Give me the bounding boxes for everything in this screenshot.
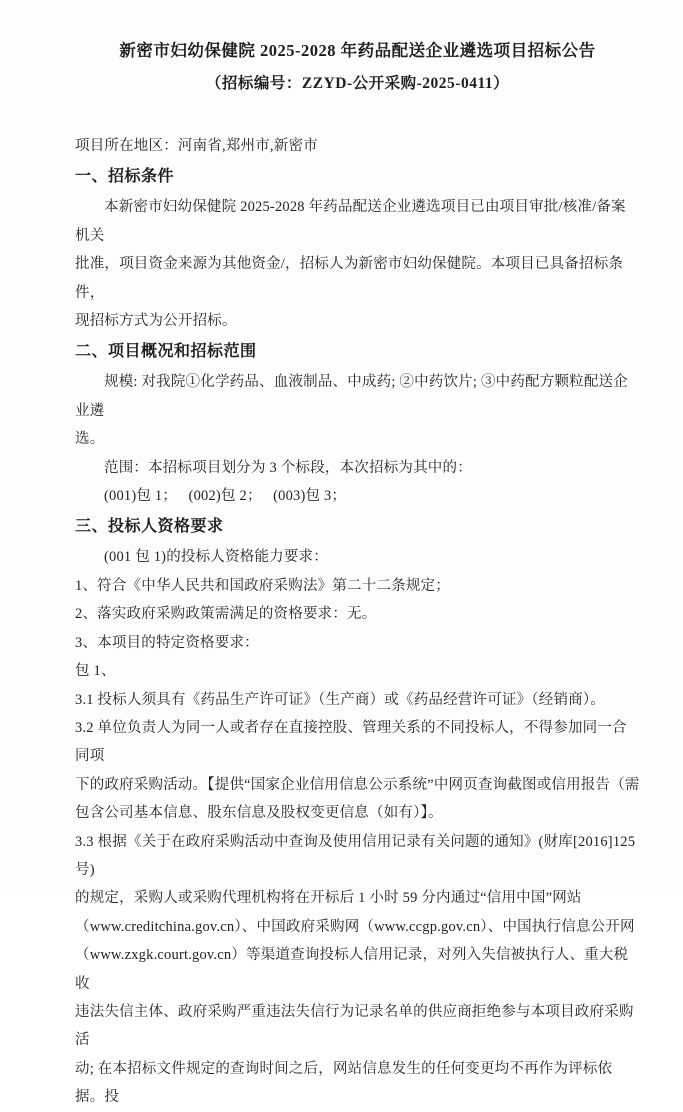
section-heading-project-overview: 二、项目概况和招标范围 [75, 343, 257, 361]
document-title: 新密市妇幼保健院 2025-2028 年药品配送企业遴选项目招标公告 [119, 41, 596, 60]
section-heading-bidder-qualifications: 三、投标人资格要求 [75, 518, 224, 536]
doc-line: 范围：本招标项目划分为 3 个标段，本次招标为其中的： [104, 459, 472, 476]
lot-list-line: (001)包 1； (002)包 2； (003)包 3； [104, 488, 347, 505]
tender-number-subtitle: （招标编号：ZZYD-公开采购-2025-0411） [205, 75, 510, 92]
document-body [75, 132, 640, 1112]
doc-line: 本新密市妇幼保健院 2025-2028 年药品配送企业遴选项目已由项目审批/核准/备案机关 [75, 199, 626, 244]
doc-line: 现招标方式为公开招标。 [75, 313, 237, 330]
doc-line: 3.3 根据《关于在政府采购活动中查询及使用信用记录有关问题的通知》(财库[2016]125 号) [75, 833, 640, 878]
doc-line: 3.2 单位负责人为同一人或者存在直接控股、管理关系的不同投标人，不得参加同一合同项 [75, 719, 627, 765]
doc-line: 1、符合《中华人民共和国政府采购法》第二十二条规定； [75, 577, 450, 594]
doc-line: 规模: 对我院①化学药品、血液制品、中成药; ②中药饮片; ③中药配方颗粒配送企业遴 [75, 374, 628, 419]
doc-line: （www.zxgk.court.gov.cn）等渠道查询投标人信用记录，对列入失信被执行人、重大税收 [75, 947, 629, 992]
doc-line: 包含公司基本信息、股东信息及股权变更信息（如有）】。 [75, 805, 443, 822]
doc-line: 下的政府采购活动。【提供“国家企业信用信息公示系统”中网页查询截图或信用报告（需 [75, 776, 640, 793]
project-location-line: 项目所在地区：河南省,郑州市,新密市 [75, 138, 318, 154]
doc-line: (001 包 1)的投标人资格能力要求： [104, 549, 328, 566]
doc-line: 包 1、 [75, 663, 116, 680]
doc-line: 3、本项目的特定资格要求： [75, 634, 259, 651]
doc-line: 3.1 投标人须具有《药品生产许可证》（生产商）或《药品经营许可证》（经销商）。 [75, 691, 605, 708]
doc-line: 动; 在本招标文件规定的查询时间之后，网站信息发生的任何变更均不再作为评标依据。投 [75, 1060, 613, 1106]
doc-line: 2、落实政府采购政策需满足的资格要求：无。 [75, 606, 377, 623]
doc-line: （www.creditchina.gov.cn）、中国政府采购网（www.ccgp.gov.cn）、中国执行信息公开网 [75, 918, 635, 935]
section-heading-tender-conditions: 一、招标条件 [75, 168, 175, 186]
doc-line: 的规定，采购人或采购代理机构将在开标后 1 小时 59 分内通过“信用中国”网站 [75, 890, 582, 907]
doc-line: 违法失信主体、政府采购严重违法失信行为记录名单的供应商拒绝参与本项目政府采购活 [75, 1003, 634, 1049]
doc-line: 批准，项目资金来源为其他资金/，招标人为新密市妇幼保健院。本项目已具备招标条件， [75, 256, 624, 301]
doc-line: 选。 [75, 431, 105, 448]
